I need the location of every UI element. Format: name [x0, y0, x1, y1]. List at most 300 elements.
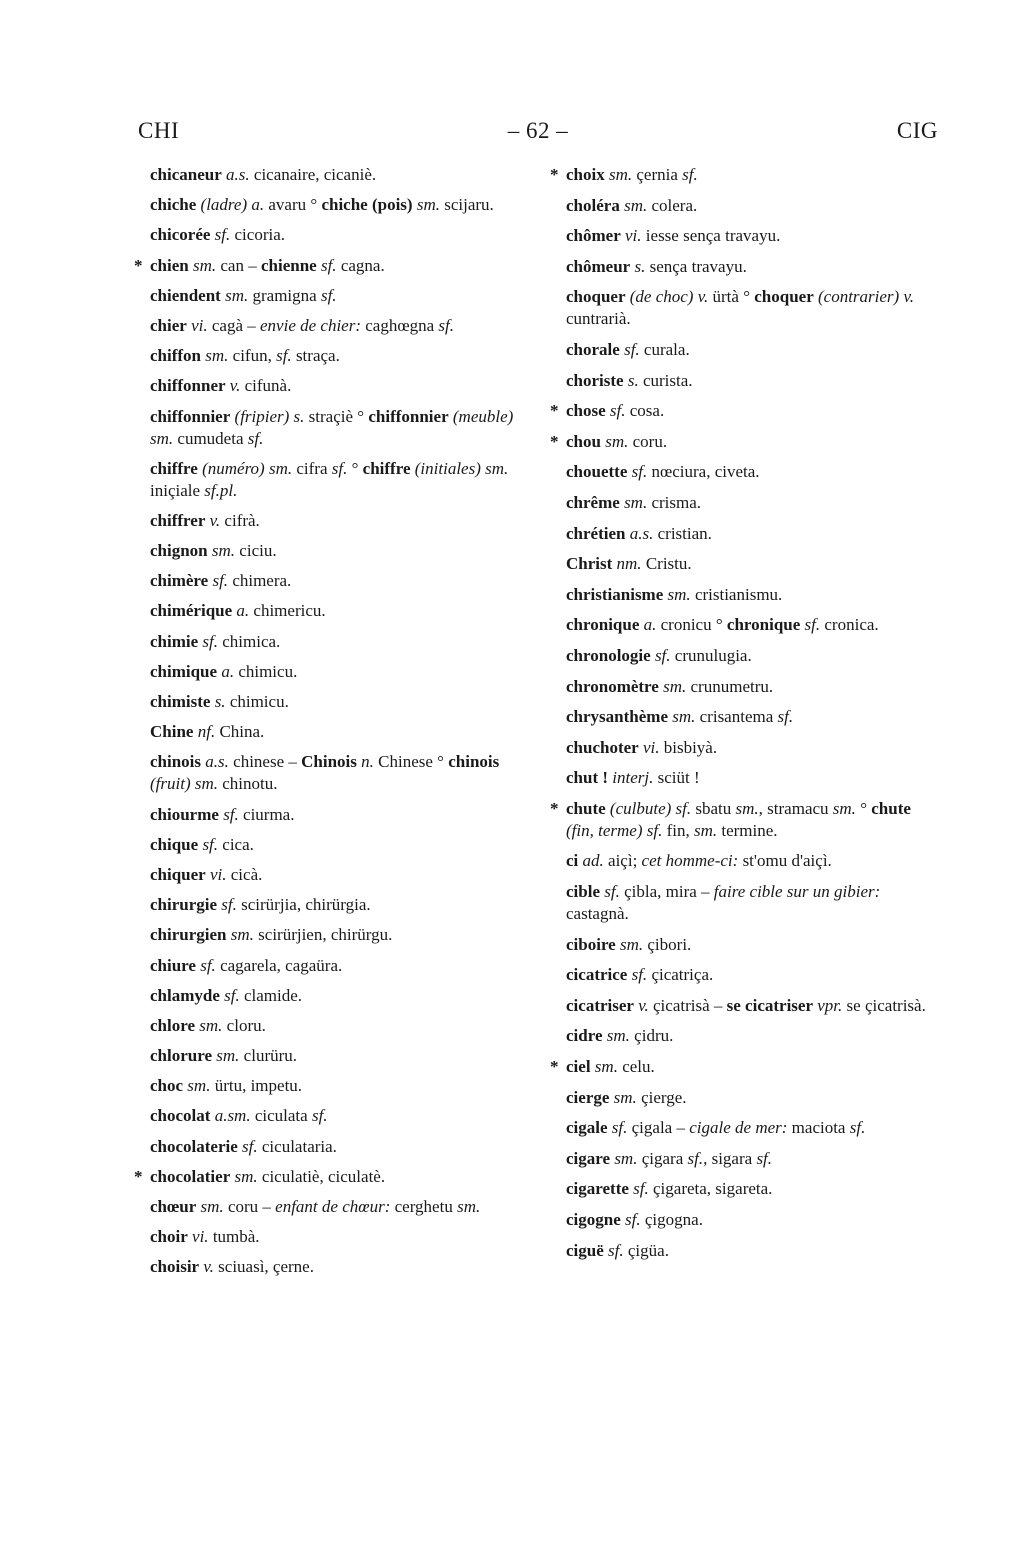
grammar-label: v. [638, 995, 649, 1015]
dictionary-entry [150, 1196, 532, 1218]
grammar-label: sm. [200, 1197, 224, 1216]
dictionary-entry [566, 614, 942, 636]
dictionary-entry [566, 737, 942, 759]
definition-text: sciüt ! [653, 768, 700, 788]
grammar-label: s. [634, 256, 646, 276]
dictionary-entry [150, 1226, 532, 1248]
definition-text: ° [715, 615, 723, 635]
headword: chimie [150, 631, 199, 651]
dictionary-entry [566, 1148, 942, 1170]
dictionary-entry [150, 406, 532, 450]
definition-text: straça. [291, 346, 340, 366]
headword: chien [150, 255, 189, 275]
headword: chignon [150, 541, 208, 561]
headword: chirurgien [150, 925, 227, 945]
headword: chlorure [150, 1046, 213, 1066]
dictionary-entry [566, 225, 942, 247]
definition-text: ciculatiè, ciculatè. [257, 1166, 386, 1186]
definition-text: Chinese [373, 752, 438, 772]
headword: chimère [150, 571, 209, 591]
grammar-label: v. [203, 1257, 214, 1277]
grammar-label: sf. [633, 1179, 649, 1199]
grammar-label: sm. [192, 255, 217, 275]
definition-text: se çicatrisà. [842, 995, 926, 1015]
definition-text: straçiè [304, 406, 358, 426]
dictionary-entry [150, 458, 532, 502]
definition-text: cicà. [226, 864, 263, 884]
dictionary-entry [150, 691, 532, 713]
dictionary-entry [134, 255, 532, 277]
definition-text: cristianismu. [690, 584, 783, 604]
definition-text: Cristu. [641, 554, 692, 574]
definition-text: chinotu. [218, 774, 278, 794]
dictionary-entry [566, 461, 942, 483]
definition-text: castagnà. [566, 904, 629, 924]
headword: cigale [566, 1118, 608, 1138]
grammar-label: enfant de chœur: [275, 1197, 391, 1216]
grammar-label: a.s. [226, 165, 250, 184]
headword: chienne [260, 255, 317, 275]
definition-text: çidru. [629, 1026, 674, 1046]
definition-text: cloru. [222, 1015, 266, 1035]
definition-text: crisma. [647, 492, 702, 512]
grammar-label: sf. [438, 315, 455, 335]
headword: chuchoter [566, 737, 639, 757]
headword: choquer [754, 287, 814, 307]
grammar-label: envie de chier: [260, 315, 361, 335]
grammar-label: (numéro) sm. [202, 458, 293, 478]
definition-text: cagà – [207, 315, 260, 335]
grammar-label: vi. [625, 226, 642, 246]
definition-text: cifun, [228, 346, 277, 366]
headword: cible [566, 882, 600, 902]
headword: chicorée [150, 225, 211, 245]
dictionary-entry [150, 751, 532, 795]
headword: cicatrice [566, 965, 628, 985]
dictionary-entry [150, 510, 532, 532]
grammar-label: sm. [663, 676, 687, 696]
grammar-label: sm. [216, 1046, 240, 1066]
headword: choriste [566, 370, 624, 390]
definition-text: çernia [632, 165, 683, 184]
dictionary-entry [150, 661, 532, 683]
definition-text: , stramacu [758, 798, 833, 818]
grammar-label: sm. [606, 1026, 630, 1046]
star-marker-icon: * [550, 1057, 559, 1077]
grammar-label: vi. [642, 737, 660, 757]
definition-text: crunulugia. [670, 645, 752, 665]
dictionary-entry [134, 1166, 532, 1188]
headword: chlore [150, 1015, 196, 1035]
definition-text: cronica. [820, 615, 879, 635]
grammar-label: sm. [199, 1015, 223, 1035]
dictionary-entry [566, 339, 942, 361]
star-marker-icon: * [550, 401, 559, 421]
dictionary-entry [566, 645, 942, 667]
grammar-label: (contrarier) v. [818, 287, 914, 307]
headword: chiffrer [150, 510, 206, 530]
dictionary-entry [566, 286, 942, 330]
headword: cicatriser [566, 995, 634, 1015]
definition-text: ° [743, 287, 750, 307]
definition-text: scirürjien, chirürgu. [253, 925, 393, 945]
definition-text: cifrà. [220, 510, 260, 530]
grammar-label: vpr. [817, 995, 843, 1015]
dictionary-entry [150, 600, 532, 622]
grammar-label: sm. [735, 798, 759, 818]
dictionary-entry [566, 584, 942, 606]
right-column [550, 164, 942, 1270]
headword: chier [150, 315, 187, 335]
definition-text: chimera. [228, 571, 292, 591]
headword: chrétien [566, 523, 626, 543]
headword: choix [566, 165, 605, 184]
star-marker-icon: * [550, 431, 559, 451]
definition-text: celu. [617, 1057, 655, 1077]
definition-text: chimicu. [225, 692, 289, 711]
headword: chocolatier [150, 1166, 231, 1186]
grammar-label: ad. [582, 851, 604, 871]
grammar-label: s. [627, 370, 639, 390]
definition-text: ° [437, 752, 444, 772]
headword: chou [566, 431, 601, 451]
headword: chute [871, 798, 911, 818]
dictionary-entry [566, 934, 942, 956]
headword: chiffonnier [150, 406, 231, 426]
definition-text: can – [216, 255, 261, 275]
definition-text: scirürjia, chirürgia. [236, 895, 371, 915]
definition-text: sbatu [691, 798, 736, 818]
headword: chiourme [150, 804, 219, 824]
headword: se cicatriser [726, 995, 814, 1015]
definition-text: çigogna. [640, 1210, 703, 1229]
dictionary-entry [150, 164, 532, 186]
headword: chrême [566, 492, 620, 512]
grammar-label: sf. [631, 462, 648, 482]
definition-text: cumudeta [173, 428, 248, 448]
definition-text: cronicu [656, 615, 716, 635]
headword: chorale [566, 339, 620, 359]
definition-text: çierge. [636, 1087, 687, 1107]
headword: choléra [566, 195, 620, 215]
definition-text: gramigna [248, 285, 321, 305]
headword: choir [150, 1227, 188, 1247]
grammar-label: cigale de mer: [689, 1118, 788, 1138]
headword: chronologie [566, 645, 651, 665]
star-marker-icon: * [550, 165, 559, 184]
headword: choc [150, 1076, 184, 1096]
grammar-label: sf. [804, 615, 821, 635]
definition-text: cifunà. [240, 376, 292, 396]
headword: chimiste [150, 692, 211, 711]
headword: chinois [150, 752, 202, 772]
dictionary-entry [150, 1256, 532, 1278]
grammar-label: sf. [777, 707, 794, 727]
grammar-label: a. [236, 601, 250, 621]
definition-text: çigüa. [623, 1240, 669, 1260]
dictionary-entry [150, 1136, 532, 1158]
grammar-label: sm. [234, 1166, 258, 1186]
grammar-label: v. [229, 376, 241, 396]
grammar-label: sm. [230, 925, 254, 945]
definition-text: çigareta, sigareta. [648, 1179, 773, 1199]
dictionary-entry [150, 224, 532, 246]
definition-text: cuntrarià. [566, 309, 631, 329]
definition-text: colera. [647, 195, 698, 215]
dictionary-entry [566, 256, 942, 278]
definition-text: termine. [717, 820, 778, 840]
page-number: – 62 – [507, 118, 569, 143]
dictionary-entry [150, 540, 532, 562]
headword: chiquer [150, 864, 206, 884]
grammar-label: sf.pl. [204, 480, 238, 500]
dictionary-entry [566, 1178, 942, 1200]
definition-text: iesse sença travayu. [641, 226, 781, 246]
grammar-label: sm. [205, 346, 229, 366]
definition-text: bisbiyà. [659, 737, 718, 757]
dictionary-entry [566, 964, 942, 986]
definition-text: iniçiale [150, 480, 205, 500]
headword: chut ! [566, 768, 609, 788]
grammar-label: a. [643, 615, 657, 635]
grammar-label: sf. [608, 1240, 624, 1260]
grammar-label: sf. [247, 428, 264, 448]
dictionary-entry [566, 1087, 942, 1109]
grammar-label: (fin, terme) sf. [566, 820, 663, 840]
headword: christianisme [566, 584, 664, 604]
grammar-label: sm. [594, 1057, 618, 1077]
dictionary-entry [550, 400, 942, 422]
headword: cidre [566, 1026, 603, 1046]
definition-text: çigara [637, 1148, 688, 1168]
dictionary-entry [566, 1240, 942, 1262]
definition-text: clurüru. [239, 1046, 298, 1066]
dictionary-entry [566, 1025, 942, 1047]
dictionary-entry [150, 1015, 532, 1037]
definition-text: çibla, mira – [619, 882, 714, 902]
dictionary-entry [566, 492, 942, 514]
grammar-label: sf. [849, 1118, 866, 1138]
dictionary-entry [150, 1045, 532, 1067]
headword: Christ [566, 554, 613, 574]
star-marker-icon: * [134, 1166, 143, 1186]
grammar-label: sf. [202, 834, 219, 854]
grammar-label: sf. [654, 645, 671, 665]
headword: chute [566, 798, 606, 818]
definition-text: ° [351, 458, 359, 478]
definition-text: cosa. [625, 401, 665, 421]
grammar-label: a.sm. [214, 1106, 251, 1126]
definition-text: clamide. [239, 985, 303, 1005]
grammar-label: sf. [202, 631, 218, 651]
grammar-label: a.s. [629, 523, 654, 543]
grammar-label: sm. [667, 584, 691, 604]
headword: chouette [566, 462, 628, 482]
dictionary-entry [566, 1117, 942, 1139]
grammar-label: v. [209, 510, 221, 530]
dictionary-entry [566, 553, 942, 575]
dictionary-entry [150, 804, 532, 826]
grammar-label: sm. [672, 707, 696, 727]
definition-text: ciurma. [238, 804, 295, 824]
dictionary-entry [150, 834, 532, 856]
definition-text: tumbà. [208, 1227, 260, 1247]
headword: chimique [150, 661, 218, 681]
grammar-label: (ladre) a. [200, 195, 265, 215]
headword: cigare [566, 1148, 611, 1168]
definition-text: ° [310, 195, 318, 215]
grammar-label: sf. [687, 1148, 704, 1168]
definition-text: coru. [628, 431, 668, 451]
grammar-label: sm. [457, 1197, 481, 1216]
definition-text: curala. [639, 339, 690, 359]
grammar-label: sf. [320, 285, 337, 305]
headword: chiure [150, 955, 196, 975]
grammar-label: sm. [693, 820, 718, 840]
dictionary-entry [150, 864, 532, 886]
definition-text: cagarela, cagaüra. [215, 955, 343, 975]
grammar-label: vi. [209, 864, 227, 884]
headword: chose [566, 401, 606, 421]
grammar-label: sf. [625, 1210, 641, 1229]
grammar-label: sm. [187, 1076, 211, 1096]
left-column [134, 164, 532, 1287]
definition-text: çicatrisà – [648, 995, 727, 1015]
dictionary-entry [550, 431, 942, 453]
grammar-label: sf. [200, 955, 216, 975]
headword: chimérique [150, 601, 233, 621]
headword: chinois [448, 752, 500, 772]
dictionary-entry [566, 850, 942, 872]
headword: ciel [566, 1057, 591, 1077]
definition-text: cagna. [336, 255, 385, 275]
definition-text: ° [357, 406, 365, 426]
grammar-label: sm. [832, 798, 856, 818]
grammar-label: sf. [682, 165, 698, 184]
grammar-label: sf. [242, 1136, 258, 1156]
definition-text: crisantema [695, 707, 778, 727]
dictionary-entry [566, 995, 942, 1017]
dictionary-entry [150, 631, 532, 653]
definition-text: çicatriça. [647, 965, 714, 985]
grammar-label: sm. [211, 541, 236, 561]
grammar-label: nf. [197, 722, 216, 742]
grammar-label: n. [361, 752, 374, 772]
definition-text: çibori. [643, 934, 692, 954]
definition-text: nœciura, civeta. [647, 462, 760, 482]
grammar-label: vi. [192, 1227, 209, 1247]
dictionary-entry [566, 523, 942, 545]
definition-text: çigala – [627, 1118, 690, 1138]
headword: ciboire [566, 934, 616, 954]
headword: cierge [566, 1087, 610, 1107]
headword: chocolaterie [150, 1136, 238, 1156]
grammar-label: sf. [224, 985, 240, 1005]
grammar-label: vi. [191, 315, 208, 335]
dictionary-entry [566, 195, 942, 217]
dictionary-entry [150, 985, 532, 1007]
grammar-label: sf. [221, 895, 237, 915]
headword: chœur [150, 1197, 197, 1216]
grammar-label: sf. [609, 401, 626, 421]
grammar-label: sf. [214, 225, 231, 245]
headword: chiffon [150, 346, 201, 366]
dictionary-entry [566, 767, 942, 789]
dictionary-entry [566, 676, 942, 698]
definition-text: cica. [218, 834, 254, 854]
grammar-label: sf. [756, 1148, 773, 1168]
definition-text: chimericu. [249, 601, 326, 621]
headword: choquer [566, 287, 626, 307]
headword: chômer [566, 226, 621, 246]
definition-text: sença travayu. [645, 256, 747, 276]
headword: chronique [726, 615, 801, 635]
grammar-label: sm. [624, 195, 648, 215]
definition-text: caghœgna [361, 315, 439, 335]
dictionary-entry [566, 881, 942, 925]
definition-text: cicanaire, cicaniè. [249, 165, 377, 184]
definition-text: cerghetu [390, 1197, 458, 1216]
grammar-label: (meuble) sm. [150, 406, 514, 448]
dictionary-entry [150, 924, 532, 946]
dictionary-entry [150, 721, 532, 743]
grammar-label: sf. [320, 255, 337, 275]
definition-text: China. [215, 722, 265, 742]
dictionary-entry [150, 375, 532, 397]
grammar-label: (fripier) s. [234, 406, 305, 426]
grammar-label: sf. [331, 458, 348, 478]
definition-text: sciuasì, çerne. [213, 1257, 314, 1277]
grammar-label: sf. [212, 571, 229, 591]
definition-text: maciota [787, 1118, 850, 1138]
grammar-label: sf. [611, 1118, 628, 1138]
headword: chiffre [150, 458, 198, 478]
headword: chiche [150, 195, 197, 215]
headword: chocolat [150, 1106, 211, 1126]
dictionary-entry [550, 1056, 942, 1078]
definition-text: ciciu. [235, 541, 277, 561]
headword: ci [566, 851, 579, 871]
definition-text: ürtu, impetu. [210, 1076, 303, 1096]
headword: Chinois [301, 752, 357, 772]
headword: choisir [150, 1257, 200, 1277]
header-left-guideword: CHI [138, 118, 180, 143]
headword: chiffre [362, 458, 411, 478]
grammar-label: a.s. [205, 752, 229, 772]
headword: chicaneur [150, 165, 222, 184]
headword: cigarette [566, 1179, 629, 1199]
headword: chiffonner [150, 376, 226, 396]
definition-text: cicoria. [230, 225, 285, 245]
definition-text: scijaru. [439, 195, 494, 215]
dictionary-entry [150, 955, 532, 977]
definition-text: , sigara [703, 1148, 757, 1168]
headword: chômeur [566, 256, 631, 276]
definition-text: avaru [264, 195, 311, 215]
grammar-label: cet homme-ci: [641, 851, 739, 871]
star-marker-icon: * [550, 798, 559, 818]
headword: chronomètre [566, 676, 659, 696]
definition-text: ciculata [250, 1106, 312, 1126]
definition-text: coru – [223, 1197, 276, 1216]
headword: cigogne [566, 1210, 621, 1229]
grammar-label: sm. [225, 285, 249, 305]
grammar-label: sm. [613, 1087, 637, 1107]
definition-text: crunumetru. [686, 676, 774, 696]
grammar-label: (de choc) v. [629, 287, 709, 307]
headword: chique [150, 834, 199, 854]
definition-text: chimica. [218, 631, 281, 651]
